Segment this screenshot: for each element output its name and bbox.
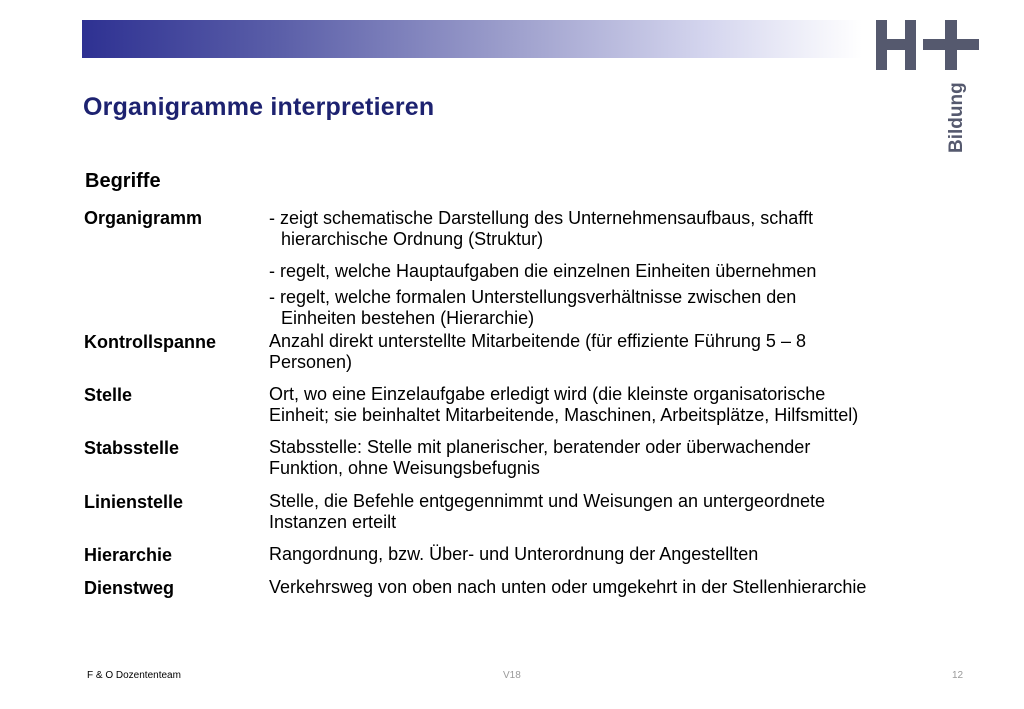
definition-line: - zeigt schematische Darstellung des Unternehmensaufbaus, schafft <box>269 208 813 228</box>
term-stabsstelle: Stabsstelle <box>84 438 180 458</box>
term-dienstweg: Dienstweg <box>84 578 175 598</box>
definition-organigramm <box>269 208 989 329</box>
definition-line: Anzahl direkt unterstellte Mitarbeitende (für effiziente Führung 5 – 8 <box>269 331 806 351</box>
footer-author: F & O Dozententeam <box>87 670 181 681</box>
term-hierarchie: Hierarchie <box>84 545 173 565</box>
definition-line: Einheit; sie beinhaltet Mitarbeitende, Maschinen, Arbeitsplätze, Hilfsmittel) <box>269 405 859 425</box>
definition-stelle <box>269 384 989 426</box>
definition-line: - regelt, welche Hauptaufgaben die einzelnen Einheiten übernehmen <box>269 261 817 281</box>
definition-dienstweg <box>269 577 989 598</box>
term-stelle: Stelle <box>84 385 133 405</box>
definition-line: - regelt, welche formalen Unterstellungsverhältnisse zwischen den <box>269 287 797 307</box>
footer-version: V18 <box>503 670 521 681</box>
definition-line: Personen) <box>269 352 353 372</box>
definition-line: Instanzen erteilt <box>269 512 397 532</box>
page-title: Organigramme interpretieren <box>83 93 435 121</box>
definition-line: Einheiten bestehen (Hierarchie) <box>281 308 535 328</box>
definition-line: hierarchische Ordnung (Struktur) <box>281 229 544 249</box>
term-linienstelle: Linienstelle <box>84 492 184 512</box>
hplus-bildung-logo <box>872 18 982 158</box>
term-organigramm: Organigramm <box>84 208 203 228</box>
definition-stabsstelle <box>269 437 989 479</box>
definition-line: Ort, wo eine Einzelaufgabe erledigt wird (die kleinste organisatorische <box>269 384 826 404</box>
term-kontrollspanne: Kontrollspanne <box>84 332 217 352</box>
definition-line: Rangordnung, bzw. Über- und Unterordnung der Angestellten <box>269 544 759 564</box>
definition-kontrollspanne <box>269 331 989 373</box>
page-number: 12 <box>952 670 964 681</box>
definition-line: Stabsstelle: Stelle mit planerischer, beratender oder überwachender <box>269 437 811 457</box>
logo-text: Bildung <box>946 82 967 153</box>
definition-line: Verkehrsweg von oben nach unten oder umgekehrt in der Stellenhierarchie <box>269 577 867 597</box>
definition-hierarchie <box>269 544 989 565</box>
section-heading: Begriffe <box>85 170 161 192</box>
definition-linienstelle <box>269 491 989 533</box>
definition-line: Funktion, ohne Weisungsbefugnis <box>269 458 540 478</box>
definition-line: Stelle, die Befehle entgegennimmt und Weisungen an untergeordnete <box>269 491 826 511</box>
header-gradient-bar <box>82 20 862 58</box>
